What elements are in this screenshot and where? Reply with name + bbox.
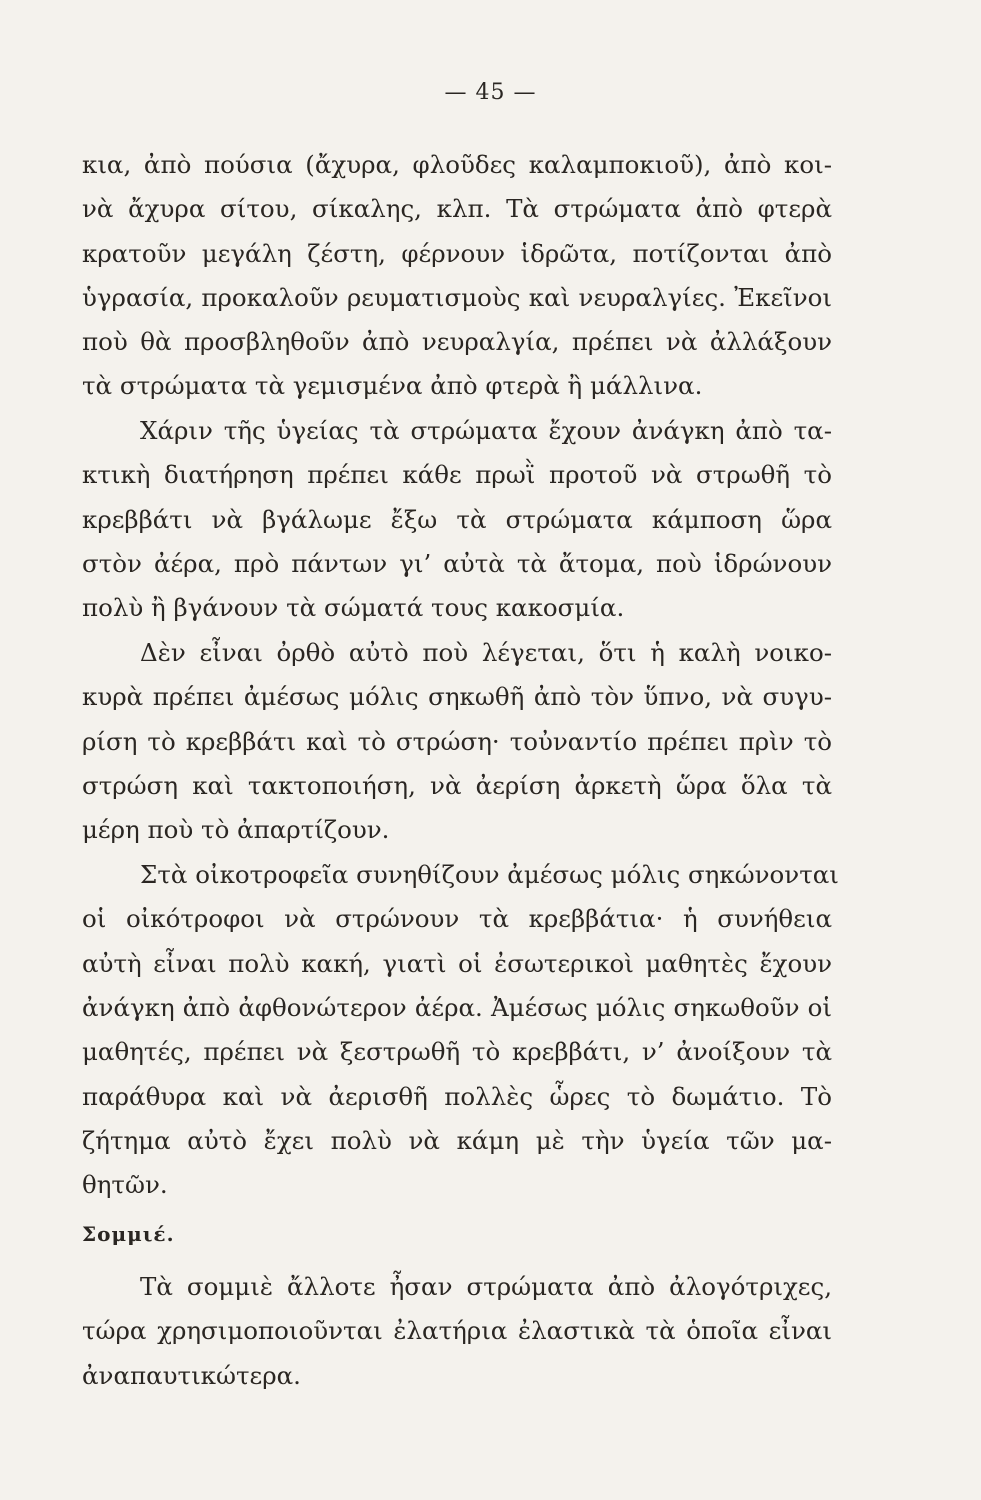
page-number: — 45 —	[444, 80, 537, 105]
paragraph-4-line-1: Στὰ οἰκοτροφεῖα συνηθίζουν ἀμέσως μόλις σηκώνονται	[140, 860, 839, 889]
paragraph-3-line-2: κυρὰ πρέπει ἀμέσως μόλις σηκωθῆ ἀπὸ τὸν ὕπνο, νὰ συγυ-	[82, 682, 832, 711]
paragraph-2-line-2: κτικὴ διατήρηση πρέπει κάθε πρωῒ προτοῦ νὰ στρωθῆ τὸ	[82, 460, 832, 489]
section-heading: Σομμιέ.	[82, 1222, 175, 1246]
paragraph-2-line-5: πολὺ ἢ βγάνουν τὰ σώματά τους κακοσμία.	[82, 593, 625, 622]
paragraph-5-line-1: Τὰ σομμιὲ ἄλλοτε ἦσαν στρώματα ἀπὸ ἀλογότριχες,	[140, 1272, 832, 1301]
paragraph-1-line-2: νὰ ἄχυρα σίτου, σίκαλης, κλπ. Τὰ στρώματα ἀπὸ φτερὰ	[82, 194, 832, 223]
paragraph-3-line-3: ρίση τὸ κρεββάτι καὶ τὸ στρώση· τοὐναντίο πρέπει πρὶν τὸ	[82, 727, 832, 756]
paragraph-4-line-2: οἱ οἰκότροφοι νὰ στρώνουν τὰ κρεββάτια· ἡ συνήθεια	[82, 904, 832, 933]
paragraph-4-line-3: αὐτὴ εἶναι πολὺ κακή, γιατὶ οἱ ἐσωτερικοὶ μαθητὲς ἔχουν	[82, 949, 832, 978]
paragraph-5-line-3: ἀναπαυτικώτερα.	[82, 1361, 301, 1390]
paragraph-4-line-4: ἀνάγκη ἀπὸ ἀφθονώτερον ἀέρα. Ἀμέσως μόλις σηκωθοῦν οἱ	[82, 993, 832, 1022]
paragraph-4-line-5: μαθητές, πρέπει νὰ ξεστρωθῆ τὸ κρεββάτι, ν’ ἀνοίξουν τὰ	[82, 1037, 832, 1066]
paragraph-4-line-6: παράθυρα καὶ νὰ ἀερισθῆ πολλὲς ὧρες τὸ δωμάτιο. Τὸ	[82, 1082, 832, 1111]
paragraph-5-line-2: τώρα χρησιμοποιοῦνται ἐλατήρια ἐλαστικὰ τὰ ὁποῖα εἶναι	[82, 1316, 832, 1345]
paragraph-1-line-5: ποὺ θὰ προσβληθοῦν ἀπὸ νευραλγία, πρέπει νὰ ἀλλάξουν	[82, 327, 832, 356]
paragraph-3-line-5: μέρη ποὺ τὸ ἀπαρτίζουν.	[82, 815, 390, 844]
paragraph-3-line-1: Δὲν εἶναι ὀρθὸ αὐτὸ ποὺ λέγεται, ὅτι ἡ καλὴ νοικο-	[140, 638, 832, 667]
paragraph-1-line-3: κρατοῦν μεγάλη ζέστη, φέρνουν ἱδρῶτα, ποτίζονται ἀπὸ	[82, 239, 832, 268]
paragraph-2-line-1: Χάριν τῆς ὑγείας τὰ στρώματα ἔχουν ἀνάγκη ἀπὸ τα-	[140, 416, 832, 445]
paragraph-4-line-8: θητῶν.	[82, 1170, 168, 1199]
paragraph-1-line-6: τὰ στρώματα τὰ γεμισμένα ἀπὸ φτερὰ ἢ μάλλινα.	[82, 371, 703, 400]
paragraph-1-line-4: ὑγρασία, προκαλοῦν ρευματισμοὺς καὶ νευραλγίες. Ἐκεῖνοι	[82, 283, 832, 312]
paragraph-1-line-1: κια, ἀπὸ πούσια (ἄχυρα, φλοῦδες καλαμποκιοῦ), ἀπὸ κοι-	[82, 150, 832, 179]
paragraph-2-line-4: στὸν ἀέρα, πρὸ πάντων γι’ αὐτὰ τὰ ἄτομα, ποὺ ἱδρώνουν	[82, 549, 832, 578]
paragraph-4-line-7: ζήτημα αὐτὸ ἔχει πολὺ νὰ κάμη μὲ τὴν ὑγεία τῶν μα-	[82, 1126, 832, 1155]
paragraph-3-line-4: στρώση καὶ τακτοποιήση, νὰ ἀερίση ἀρκετὴ ὥρα ὅλα τὰ	[82, 771, 832, 800]
paragraph-2-line-3: κρεββάτι νὰ βγάλωμε ἔξω τὰ στρώματα κάμποση ὥρα	[82, 505, 832, 534]
